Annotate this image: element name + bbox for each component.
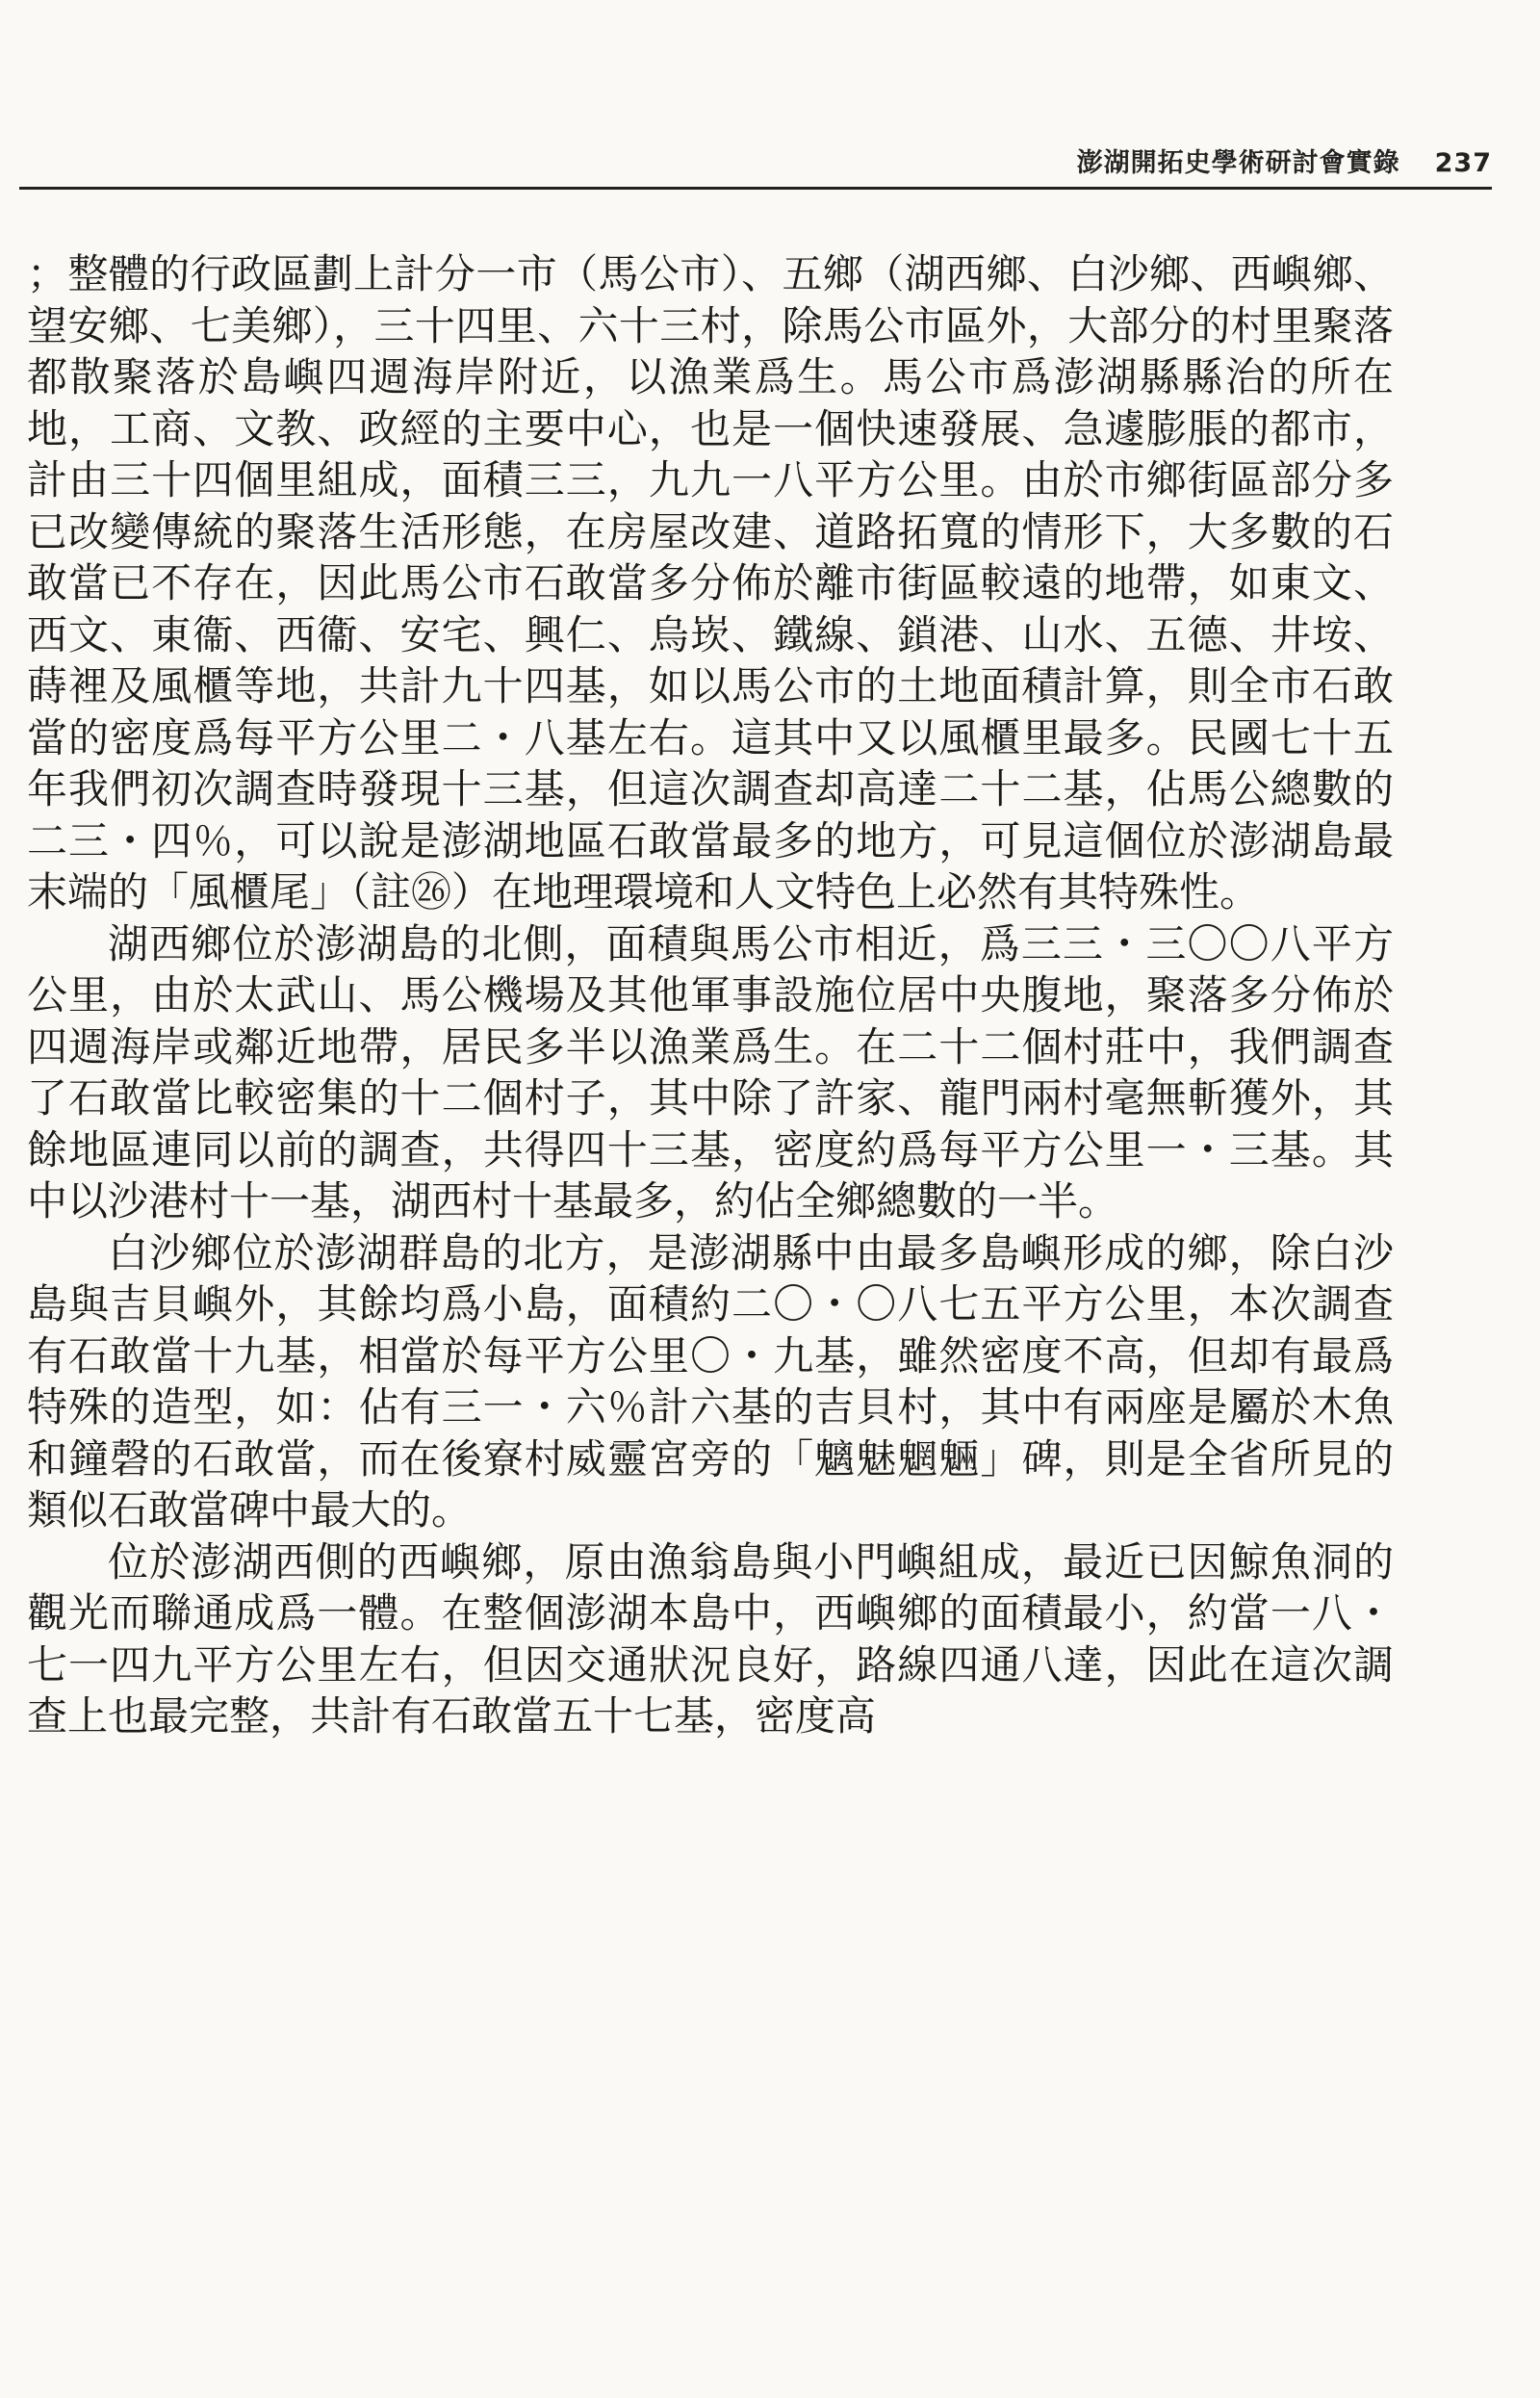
paragraph-baisha: 白沙鄉位於澎湖群島的北方，是澎湖縣中由最多島嶼形成的鄉，除白沙島與吉貝嶼外，其餘均爲小島，面積約二〇・〇八七五平方公里，本次調查有石敢當十九基，相當於每平方公里〇・九基，雖然密度不高，但却有最爲特殊的造型，如：佔有三一・六％計六基的吉貝村，其中有兩座是屬於木魚和鐘磬的石敢當，而在後寮村威靈宮旁的「魑魅魍魎」碑，則是全省所見的類似石敢當碑中最大的。 bbox=[27, 1228, 1394, 1534]
running-header bbox=[19, 144, 1492, 190]
paragraph-xiyu: 位於澎湖西側的西嶼鄉，原由漁翁島與小門嶼組成，最近已因鯨魚洞的觀光而聯通成爲一體。在整個澎湖本島中，西嶼鄉的面積最小，約當一八・七一四九平方公里左右，但因交通狀況良好，路線四通八達，因此在這次調查上也最完整，共計有石敢當五十七基，密度高 bbox=[27, 1537, 1394, 1740]
paragraph-continued: ；整體的行政區劃上計分一市（馬公市）、五鄉（湖西鄉、白沙鄉、西嶼鄉、望安鄉、七美鄉），三十四里、六十三村，除馬公市區外，大部分的村里聚落都散聚落於島嶼四週海岸附近，以漁業爲生。馬公市爲澎湖縣縣治的所在地，工商、文教、政經的主要中心，也是一個快速發展、急遽膨脹的都市，計由三十四個里組成，面積三三，九九一八平方公里。由於市鄉街區部分多已改變傳統的聚落生活形態，在房屋改建、道路拓寬的情形下，大多數的石敢當已不存在，因此馬公市石敢當多分佈於離市街區較遠的地帶，如東文、西文、東衞、西衞、安宅、興仁、烏崁、鐵線、鎖港、山水、五德、井垵、蒔裡及風櫃等地，共計九十四基，如以馬公市的土地面積計算，則全市石敢當的密度爲每平方公里二・八基左右。這其中又以風櫃里最多。民國七十五年我們初次調查時發現十三基，但這次調查却高達二十二基，佔馬公總數的二三・四％，可以說是澎湖地區石敢當最多的地方，可見這個位於澎湖島最末端的「風櫃尾」（註㉖）在地理環境和人文特色上必然有其特殊性。 bbox=[27, 250, 1394, 915]
body-text bbox=[27, 248, 1394, 1742]
paragraph-huxi: 湖西鄉位於澎湖島的北側，面積與馬公市相近，爲三三・三〇〇八平方公里，由於太武山、馬公機場及其他軍事設施位居中央腹地，聚落多分佈於四週海岸或鄰近地帶，居民多半以漁業爲生。在二十二個村莊中，我們調查了石敢當比較密集的十二個村子，其中除了許家、龍門兩村毫無斬獲外，其餘地區連同以前的調查，共得四十三基，密度約爲每平方公里一・三基。其中以沙港村十一基，湖西村十基最多，約佔全鄉總數的一半。 bbox=[27, 919, 1394, 1225]
running-title: 澎湖開拓史學術研討會實錄 bbox=[1076, 148, 1400, 178]
page-number: 237 bbox=[1434, 148, 1492, 178]
